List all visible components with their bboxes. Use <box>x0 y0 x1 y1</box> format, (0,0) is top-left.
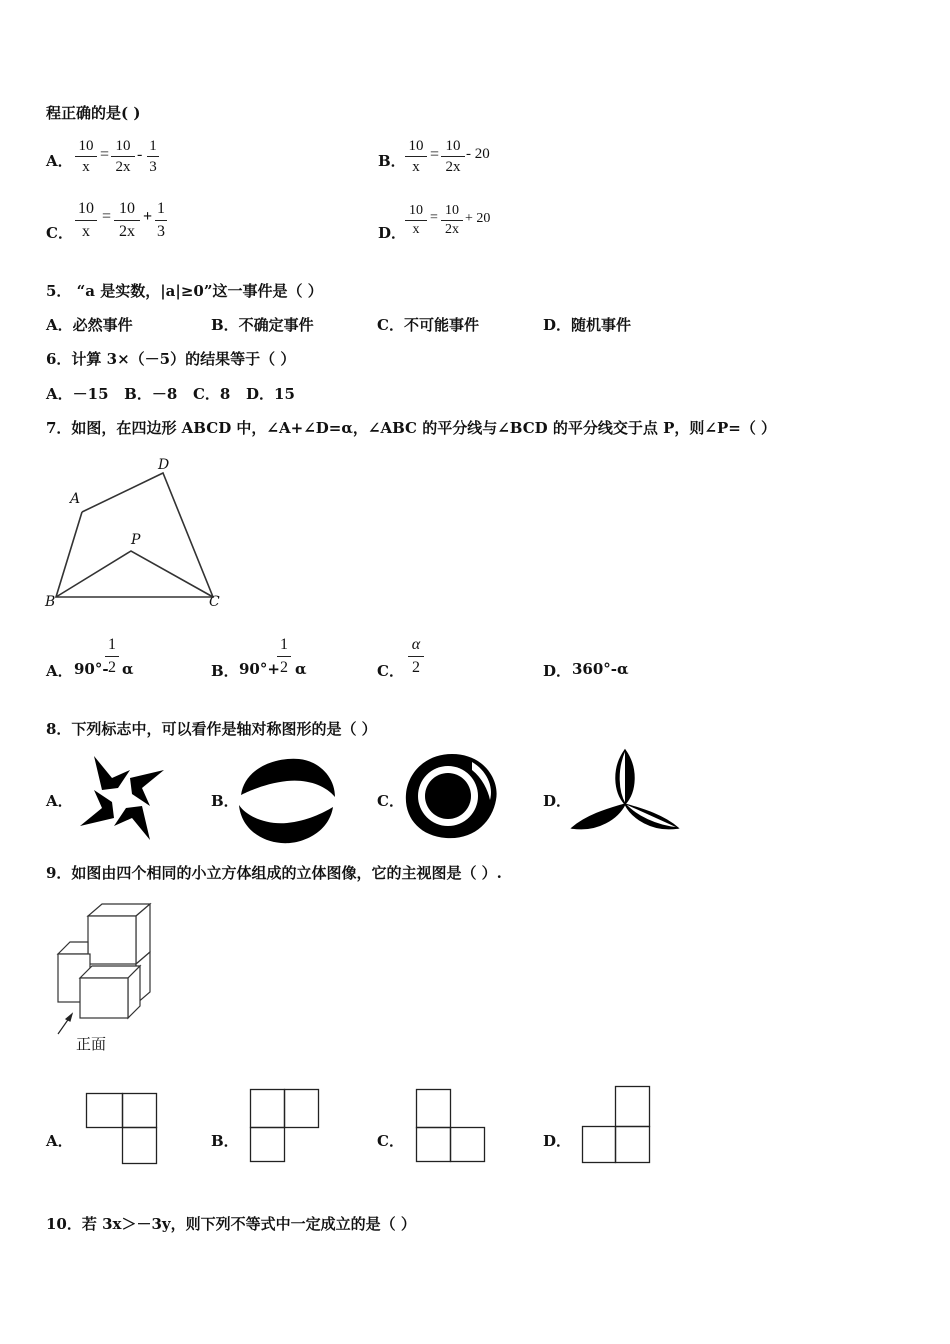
q4-c-frac2: $\frac{10}{2x}$ <box>114 198 140 243</box>
q9-option-d-label: D． <box>543 1132 572 1150</box>
q8-option-d-label: D． <box>543 792 572 810</box>
q6-stem: 6．计算 3×（－5）的结果等于（ ） <box>46 350 296 368</box>
q4-option-b-label: B． <box>378 152 406 170</box>
q5-option-a: A．必然事件 <box>46 316 133 334</box>
q4-option-a-label: A． <box>46 152 73 170</box>
point-a-label: A <box>70 491 81 507</box>
q5-option-c: C．不可能事件 <box>377 316 479 334</box>
point-d-label: D <box>158 457 170 473</box>
q9-option-c-label: C． <box>377 1132 404 1150</box>
q7-a-frac: $\frac{1}{2}$ <box>105 634 119 679</box>
point-c-label: C <box>209 594 220 610</box>
q8-option-a-label: A． <box>46 792 73 810</box>
q8-option-b-label: B． <box>211 792 239 810</box>
q4-c-frac3: $\frac{1}{3}$ <box>157 200 165 240</box>
point-b-label: B <box>45 594 56 610</box>
q7-option-b-label: B． <box>211 662 239 680</box>
q9-stem: 9．如图由四个相同的小立方体组成的立体图像，它的主视图是（ ）. <box>46 864 502 882</box>
logo-b-crescents <box>237 757 337 847</box>
q7-option-d-label: D． <box>543 662 572 680</box>
logo-d-three-petals <box>570 746 680 846</box>
q4-stem: 程正确的是( ) <box>46 104 141 122</box>
q4-option-d-label: D． <box>378 224 407 242</box>
q9-cube-stack-figure <box>48 898 188 1058</box>
q4-c-frac1: $\frac{10}{x}$ <box>75 198 97 243</box>
q4-a-frac2: $\frac{10}{2x}$ <box>111 136 135 177</box>
q9-option-b-view <box>250 1089 330 1169</box>
q5-option-d: D．随机事件 <box>543 316 632 334</box>
q7-c-frac: $\frac{\alpha}{2}$ <box>408 634 424 679</box>
q7-stem: 7．如图，在四边形 ABCD 中，∠A+∠D=α，∠ABC 的平分线与∠BCD 的平分线交于点 P，则∠P=（ ） <box>46 419 777 437</box>
q4-b-frac1: $\frac{10}{x}$ <box>405 136 427 177</box>
q4-a-frac3: $\frac{1}{3}$ <box>147 136 159 177</box>
q7-option-a-label: A． <box>46 662 73 680</box>
point-p-label: P <box>131 532 141 548</box>
logo-a-pinwheel <box>72 748 172 848</box>
q5-stem: 5． “a 是实数，|a|≥0”这一事件是（ ） <box>46 282 323 300</box>
q9-option-b-label: B． <box>211 1132 239 1150</box>
q4-d-frac1: $\frac{10}{x}$ <box>405 202 427 239</box>
q4-d-frac2: $\frac{10}{2x}$ <box>441 202 463 239</box>
q9-option-c-view <box>416 1089 496 1169</box>
q7-b-frac: $\frac{1}{2}$ <box>277 634 291 679</box>
q8-option-c-label: C． <box>377 792 404 810</box>
q4-a-frac1: $\frac{10}{x}$ <box>75 136 97 177</box>
q4-b-frac2: $\frac{10}{2x}$ <box>441 136 465 177</box>
q7-option-c-label: C． <box>377 662 404 680</box>
q6-options: A．－15 B．－8 C．8 D．15 <box>46 385 295 403</box>
q4-option-c-label: C． <box>46 224 73 242</box>
logo-c-eye-circle <box>402 752 502 844</box>
bisector-lines <box>56 551 213 597</box>
q8-stem: 8．下列标志中，可以看作是轴对称图形的是（ ） <box>46 720 377 738</box>
q10-stem: 10．若 3x＞－3y，则下列不等式中一定成立的是（ ） <box>46 1215 416 1233</box>
front-label: 正面 <box>76 1035 107 1053</box>
q5-option-b: B．不确定事件 <box>211 316 314 334</box>
q9-option-a-label: A． <box>46 1132 73 1150</box>
q9-option-a-view <box>86 1093 166 1173</box>
q9-option-d-view <box>582 1086 662 1166</box>
